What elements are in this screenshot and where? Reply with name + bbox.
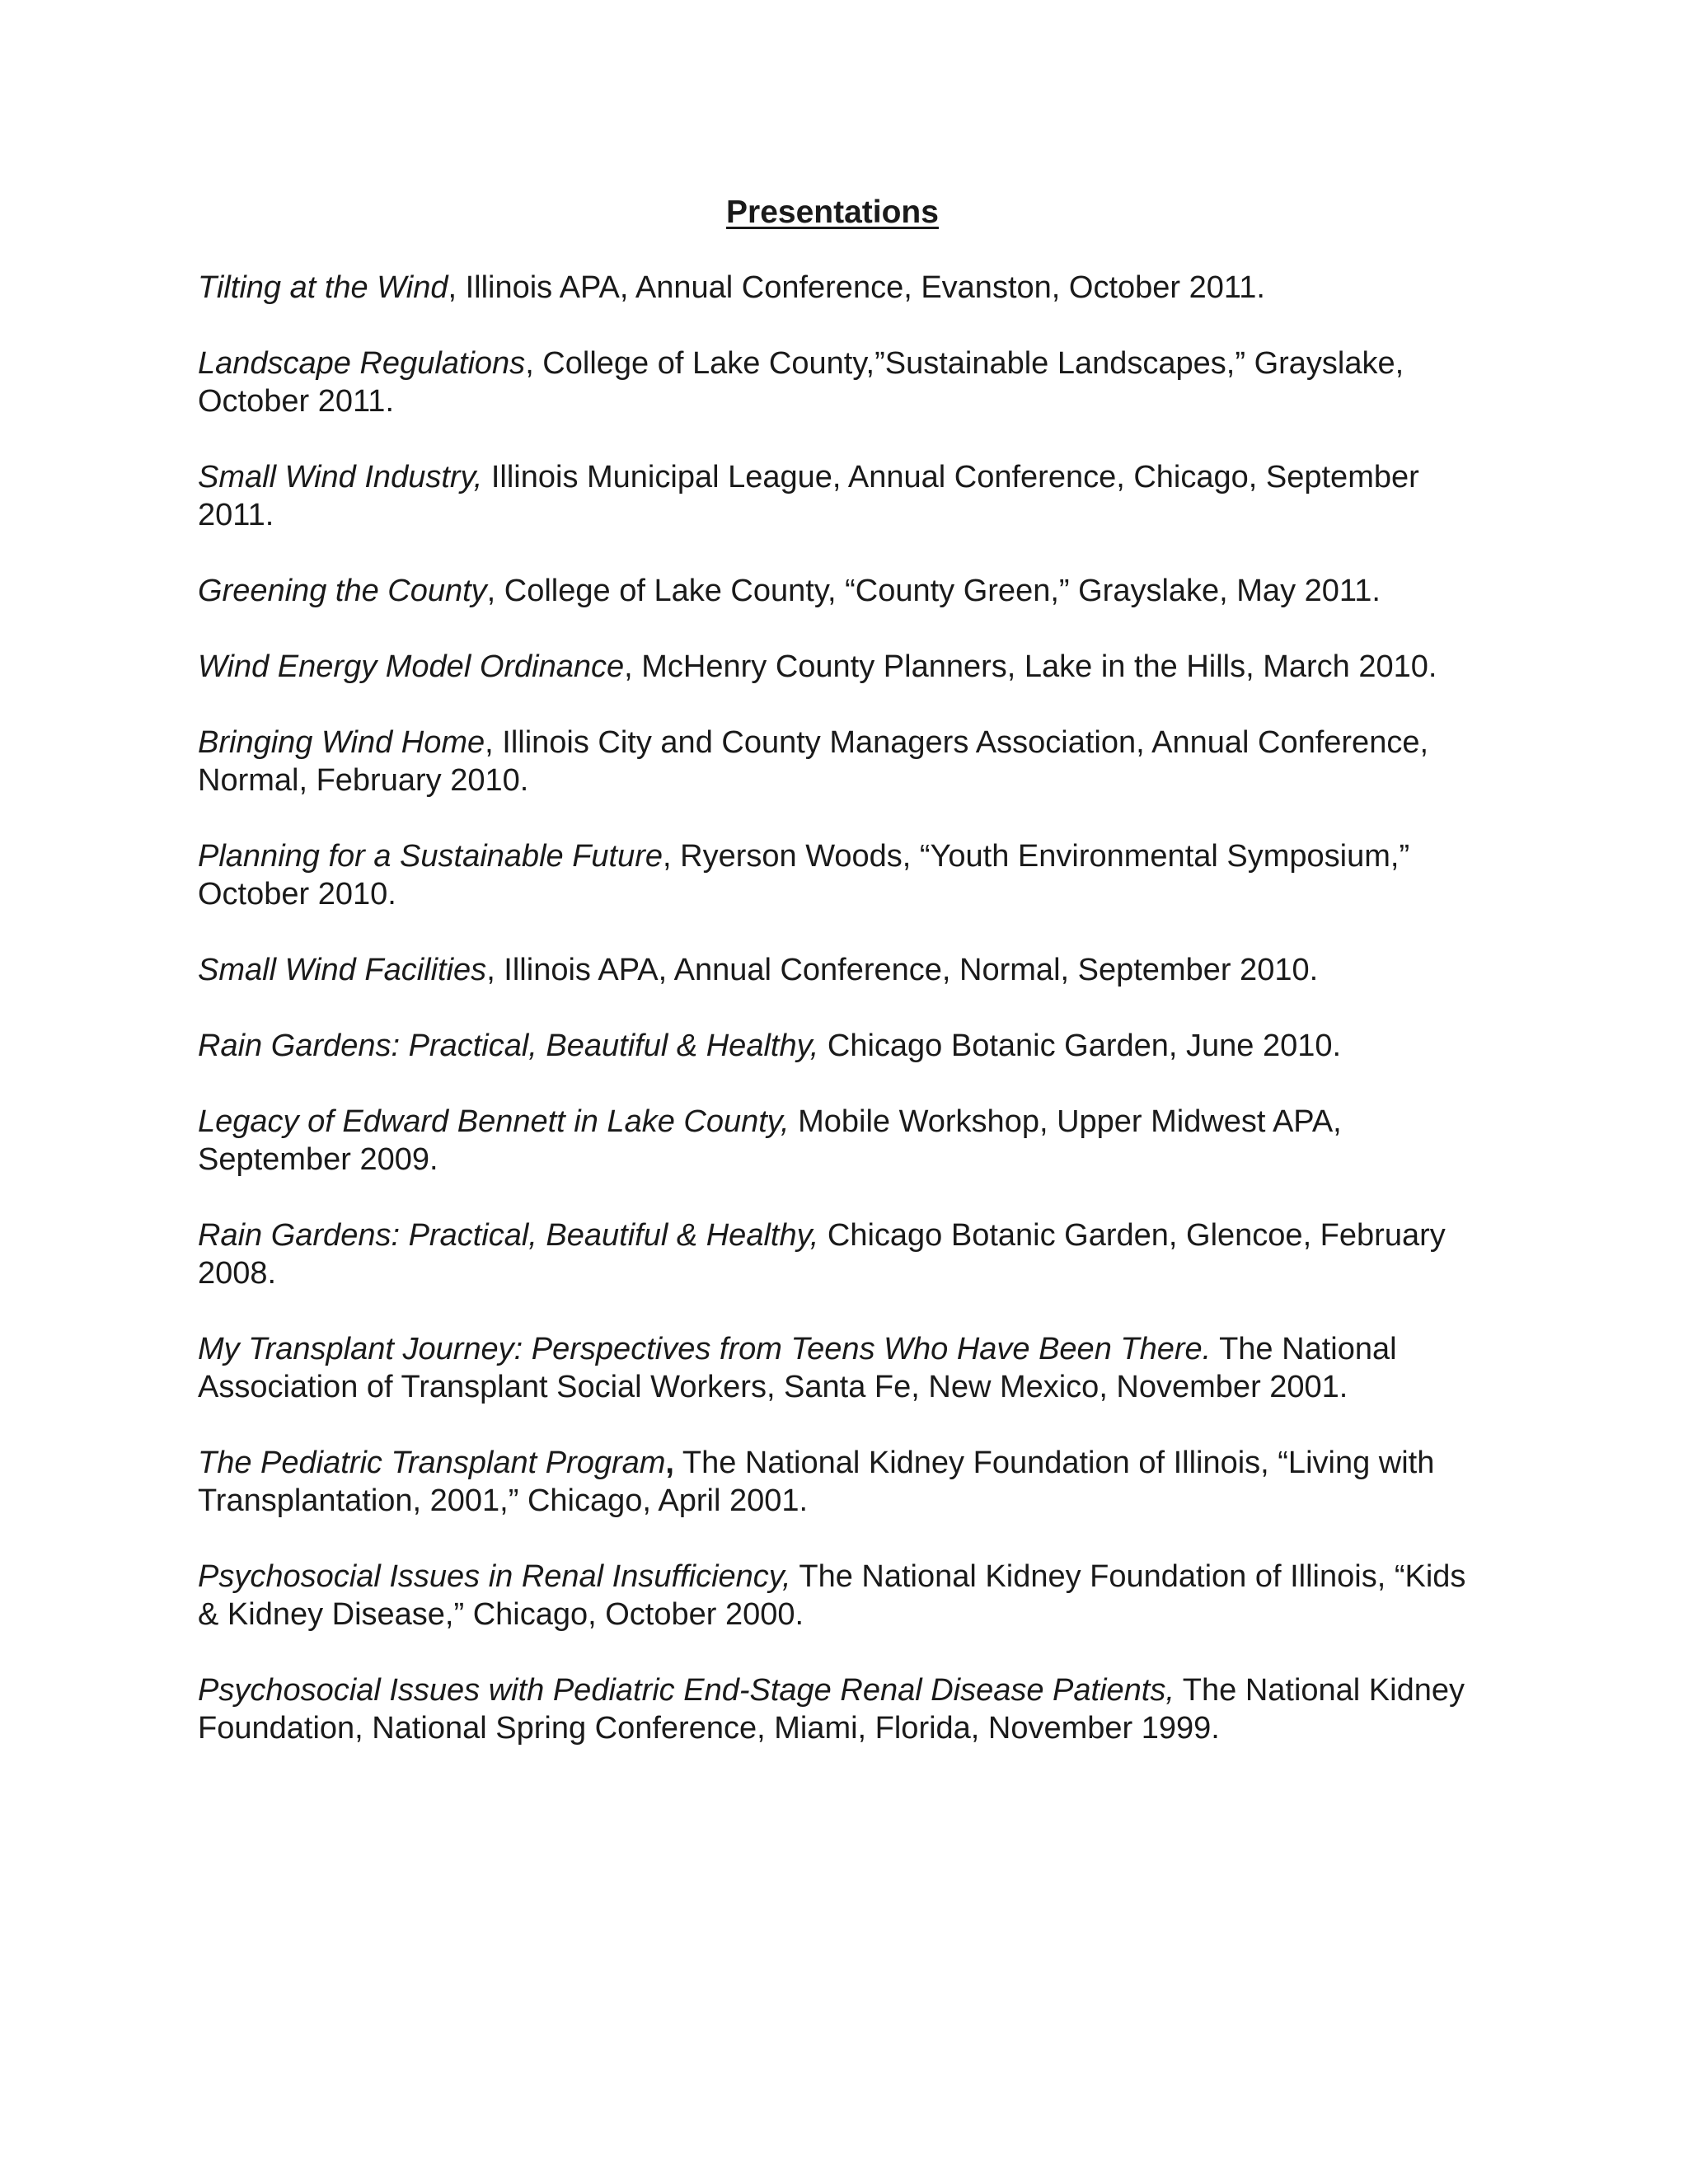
presentation-title: Tilting at the Wind [198, 270, 448, 305]
presentation-entry [198, 648, 1484, 686]
presentation-details: , College of Lake County,”Sustainable Landscapes,” Grayslake, October 2011. [198, 346, 1404, 419]
presentation-title: Rain Gardens: Practical, Beautiful & Healthy, [198, 1029, 819, 1063]
presentation-title: Rain Gardens: Practical, Beautiful & Healthy, [198, 1218, 819, 1253]
presentation-entry [198, 572, 1484, 610]
presentation-details: , Ryerson Woods, “Youth Environmental Symposium,” October 2010. [198, 839, 1410, 912]
presentation-title: Small Wind Facilities [198, 953, 487, 987]
presentation-title: Psychosocial Issues with Pediatric End-Stage Renal Disease Patients, [198, 1673, 1175, 1708]
presentation-entry [198, 1671, 1484, 1747]
presentation-entry [198, 724, 1484, 799]
presentation-details: , Illinois APA, Annual Conference, Normal, September 2010. [486, 953, 1319, 987]
presentation-entry [198, 1444, 1484, 1520]
presentation-punctuation: , [665, 1446, 674, 1480]
presentation-title: Greening the County [198, 574, 487, 608]
presentation-details: Illinois Municipal League, Annual Conference, Chicago, September 2011. [198, 460, 1419, 532]
presentation-details: Chicago Botanic Garden, June 2010. [818, 1029, 1342, 1063]
presentation-title: My Transplant Journey: Perspectives from Teens Who Have Been There. [198, 1332, 1212, 1366]
presentation-title: Wind Energy Model Ordinance [198, 649, 625, 684]
presentation-title: Legacy of Edward Bennett in Lake County, [198, 1104, 790, 1139]
presentation-entry [198, 1330, 1484, 1406]
presentation-details: The National Kidney Foundation of Illinois, “Living with Transplantation, 2001,” Chicago, April 2001. [198, 1446, 1435, 1518]
presentation-entry [198, 458, 1484, 534]
presentation-details: Chicago Botanic Garden, Glencoe, February 2008. [198, 1218, 1446, 1291]
presentation-entry [198, 1558, 1484, 1633]
presentation-details: Mobile Workshop, Upper Midwest APA, September 2009. [198, 1104, 1342, 1177]
presentation-details: , Illinois City and County Managers Association, Annual Conference, Normal, February 2010. [198, 725, 1429, 798]
presentation-entry [198, 1103, 1484, 1179]
presentation-entry [198, 1216, 1484, 1292]
presentation-entry [198, 837, 1484, 913]
presentation-title: Planning for a Sustainable Future [198, 839, 663, 874]
presentations-list [198, 269, 1484, 1785]
presentation-entry [198, 951, 1484, 989]
presentation-details: , McHenry County Planners, Lake in the Hills, March 2010. [624, 649, 1437, 684]
presentation-details: , Illinois APA, Annual Conference, Evanston, October 2011. [448, 270, 1265, 305]
presentation-details: The National Kidney Foundation of Illinois, “Kids & Kidney Disease,” Chicago, October 2000. [198, 1559, 1466, 1632]
presentation-details: The National Kidney Foundation, National Spring Conference, Miami, Florida, November 1999. [198, 1673, 1465, 1746]
presentation-entry [198, 269, 1484, 307]
page-title: Presentations [726, 194, 939, 230]
presentation-title: Psychosocial Issues in Renal Insufficiency, [198, 1559, 791, 1594]
presentation-title: The Pediatric Transplant Program [198, 1446, 666, 1480]
presentation-title: Bringing Wind Home [198, 725, 485, 760]
presentation-details: , College of Lake County, “County Green,” Grayslake, May 2011. [486, 574, 1381, 608]
presentation-details: The National Association of Transplant Social Workers, Santa Fe, New Mexico, November 2001. [198, 1332, 1397, 1404]
presentation-title: Landscape Regulations [198, 346, 526, 381]
presentation-title: Small Wind Industry, [198, 460, 483, 494]
document-page [198, 0, 1484, 2184]
presentation-entry [198, 344, 1484, 420]
presentation-entry [198, 1027, 1484, 1065]
